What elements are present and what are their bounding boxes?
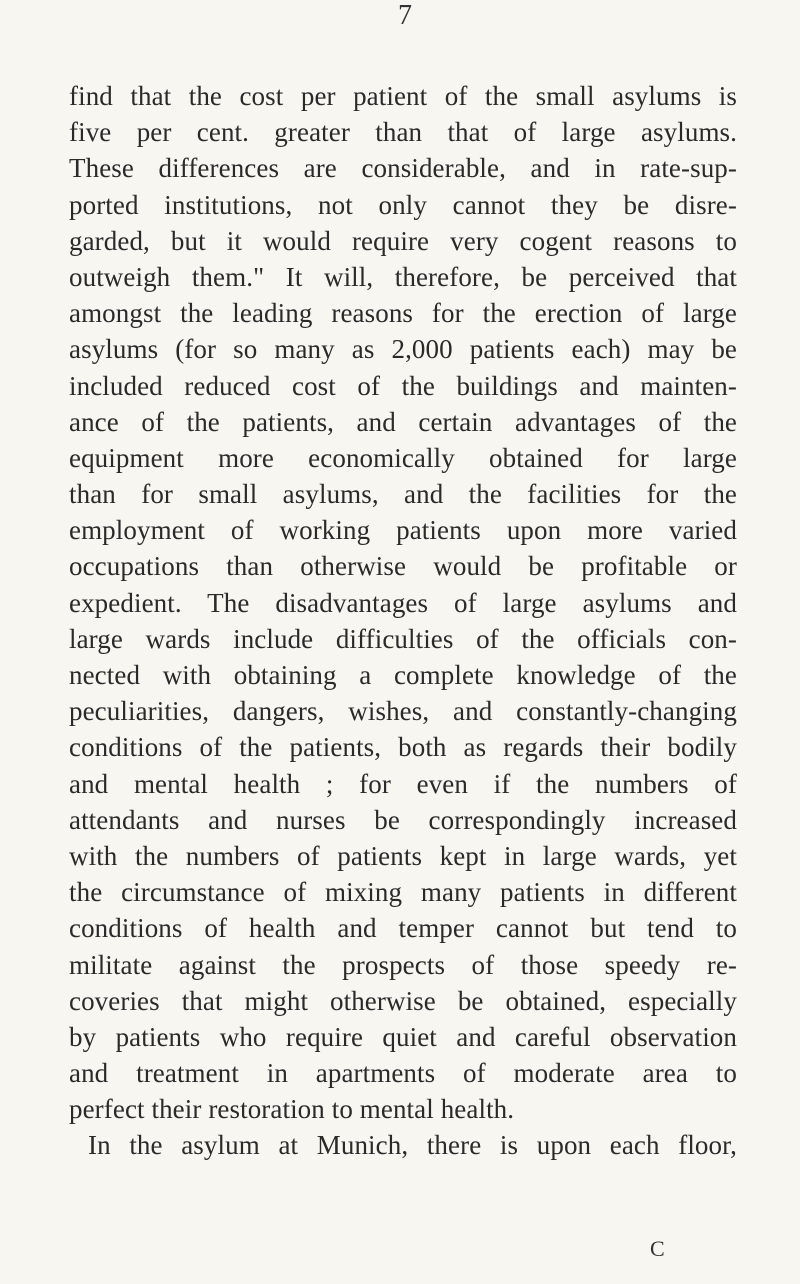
text-line: than for small asylums, and the facilities for the bbox=[69, 479, 737, 510]
signature-mark: C bbox=[650, 1236, 665, 1261]
text-line: conditions of the patients, both as regards their bodily bbox=[69, 732, 737, 763]
text-line: ported institutions, not only cannot they be disre- bbox=[69, 189, 737, 220]
text-line: coveries that might otherwise be obtained, especially bbox=[69, 985, 737, 1016]
text-line: the circumstance of mixing many patients in different bbox=[69, 877, 737, 908]
text-line: perfect their restoration to mental health. bbox=[69, 1094, 515, 1125]
text-line: with the numbers of patients kept in large wards, yet bbox=[69, 840, 737, 871]
text-line: ance of the patients, and certain advantages of the bbox=[69, 406, 737, 437]
text-line: find that the cost per patient of the small asylums is bbox=[69, 81, 737, 111]
text-line: asylums (for so many as 2,000 patients each) may be bbox=[69, 334, 737, 365]
text-line: These differences are considerable, and in rate-sup- bbox=[69, 153, 737, 184]
text-line: attendants and nurses be correspondingly increased bbox=[69, 804, 737, 835]
text-line: employment of working patients upon more varied bbox=[69, 515, 737, 546]
text-line: equipment more economically obtained for large bbox=[69, 442, 737, 473]
text-line: large wards include difficulties of the officials con- bbox=[69, 623, 737, 654]
paragraph-2 bbox=[69, 1127, 737, 1163]
text-line: and treatment in apartments of moderate area to bbox=[69, 1058, 737, 1089]
text-line: nected with obtaining a complete knowledge of the bbox=[69, 660, 737, 690]
text-line: by patients who require quiet and careful observation bbox=[69, 1021, 737, 1052]
text-line: expedient. The disadvantages of large asylums and bbox=[69, 587, 737, 618]
paragraph-1 bbox=[69, 78, 737, 1127]
text-line: occupations than otherwise would be profitable or bbox=[69, 551, 737, 582]
text-line: peculiarities, dangers, wishes, and constantly-changing bbox=[69, 696, 737, 727]
text-line: militate against the prospects of those speedy re- bbox=[69, 949, 737, 980]
text-line: In the asylum at Munich, there is upon each floor, bbox=[88, 1130, 737, 1161]
text-line: garded, but it would require very cogent reasons to bbox=[69, 225, 737, 256]
body-text bbox=[69, 78, 737, 1164]
text-line: included reduced cost of the buildings and mainten- bbox=[69, 370, 737, 401]
text-line: amongst the leading reasons for the erection of large bbox=[69, 298, 737, 329]
text-line: and mental health ; for even if the numbers of bbox=[69, 768, 737, 799]
text-line: conditions of health and temper cannot but tend to bbox=[69, 913, 737, 944]
page-number: 7 bbox=[398, 0, 412, 31]
text-line: five per cent. greater than that of large asylums. bbox=[69, 117, 737, 148]
text-line: outweigh them." It will, therefore, be perceived that bbox=[69, 261, 737, 292]
